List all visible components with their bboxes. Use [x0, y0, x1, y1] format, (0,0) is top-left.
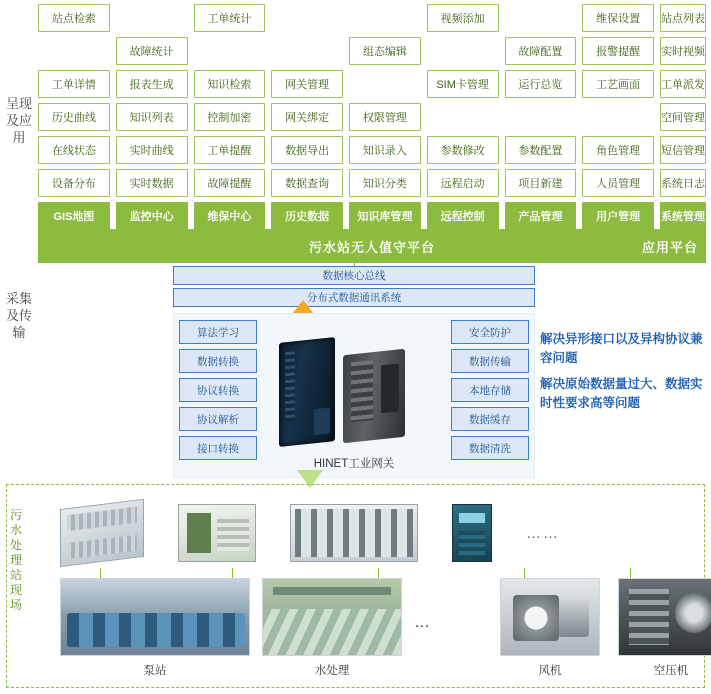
equipment-label: 水处理 [314, 665, 350, 677]
controllers-ellipsis: …… [526, 524, 560, 542]
equipment-item [60, 578, 250, 678]
gateway-caption: HINET工业网关 [313, 458, 395, 470]
grid-cell[interactable]: 历史曲线 [38, 103, 110, 131]
grid-cell-highlight[interactable]: 监控中心 [116, 202, 188, 230]
grid-cell-highlight[interactable]: 用户管理 [582, 202, 654, 230]
platform-tag: 应用平台 [641, 239, 698, 255]
grid-cell[interactable]: 运行总览 [505, 70, 577, 98]
grid-cell[interactable]: 实时数据 [116, 169, 188, 197]
function-box[interactable]: 本地存储 [451, 378, 529, 402]
grid-cell-highlight[interactable]: 产品管理 [505, 202, 577, 230]
annotation-data-volume: 解决原始数据量过大、数据实时性要求高等问题 [540, 377, 703, 410]
function-box[interactable]: 协议解析 [179, 407, 257, 431]
distributed-comm-bus-label: 分布式数据通讯系统 [306, 292, 402, 304]
grid-cell[interactable]: SIM卡管理 [427, 70, 499, 98]
field-plc-device [178, 504, 256, 562]
grid-cell-empty [271, 37, 343, 65]
platform-bar [38, 229, 706, 263]
grid-cell[interactable]: 短信管理 [660, 136, 706, 164]
grid-cell-highlight[interactable]: 系统管理 [660, 202, 706, 230]
gateway-left-functions [179, 320, 257, 465]
controller-device [343, 349, 405, 444]
distributed-comm-bus [173, 288, 535, 307]
grid-cell[interactable]: 工艺画面 [582, 70, 654, 98]
gateway-layer-panel [173, 313, 535, 478]
grid-cell[interactable]: 工单详情 [38, 70, 110, 98]
grid-cell-highlight[interactable]: 维保中心 [194, 202, 266, 230]
function-box[interactable]: 数据传输 [451, 349, 529, 373]
grid-cell[interactable]: 设备分布 [38, 169, 110, 197]
industrial-gateway-device [279, 337, 335, 447]
equipment-item [500, 578, 600, 678]
function-box[interactable]: 安全防护 [451, 320, 529, 344]
grid-cell-empty [349, 4, 421, 32]
grid-cell[interactable]: 项目新建 [505, 169, 577, 197]
grid-cell[interactable]: 系统日志 [660, 169, 706, 197]
grid-cell[interactable]: 站点检索 [38, 4, 110, 32]
grid-cell[interactable]: 故障配置 [505, 37, 577, 65]
equipment-label: 风机 [538, 665, 562, 677]
gateway-device-photo [269, 326, 444, 446]
water-treatment-photo [262, 578, 402, 656]
data-core-bus-label: 数据核心总线 [322, 270, 386, 282]
function-box[interactable]: 接口转换 [179, 436, 257, 460]
grid-cell-highlight[interactable]: 远程控制 [427, 202, 499, 230]
upload-arrow-icon [292, 300, 314, 314]
grid-cell[interactable]: 知识列表 [116, 103, 188, 131]
grid-cell[interactable]: 组态编辑 [349, 37, 421, 65]
grid-cell[interactable]: 网关管理 [271, 70, 343, 98]
function-box[interactable]: 协议转换 [179, 378, 257, 402]
grid-cell[interactable]: 权限管理 [349, 103, 421, 131]
annotation-interface-compatibility: 解决异形接口以及异构协议兼容问题 [540, 332, 703, 365]
field-controller-device [60, 499, 144, 567]
function-box[interactable]: 数据转换 [179, 349, 257, 373]
grid-cell[interactable]: 实时视频 [660, 37, 706, 65]
air-compressor-photo [618, 578, 711, 656]
grid-cell-empty [116, 4, 188, 32]
grid-cell[interactable]: 参数配置 [505, 136, 577, 164]
grid-cell[interactable]: 报表生成 [116, 70, 188, 98]
function-box[interactable]: 数据清洗 [451, 436, 529, 460]
grid-cell-empty [505, 4, 577, 32]
grid-cell[interactable]: 知识检索 [194, 70, 266, 98]
grid-cell[interactable]: 工单统计 [194, 4, 266, 32]
grid-cell-empty [349, 70, 421, 98]
grid-cell[interactable]: 知识录入 [349, 136, 421, 164]
grid-cell[interactable]: 工单提醒 [194, 136, 266, 164]
layer-label-collection: 采集及传输 [6, 291, 33, 340]
grid-cell[interactable]: 在线状态 [38, 136, 110, 164]
grid-cell[interactable]: 故障统计 [116, 37, 188, 65]
grid-cell[interactable]: 视频添加 [427, 4, 499, 32]
grid-cell-empty [194, 37, 266, 65]
grid-cell[interactable]: 知识分类 [349, 169, 421, 197]
grid-cell[interactable]: 角色管理 [582, 136, 654, 164]
equipment-ellipsis: … [414, 614, 430, 631]
function-box[interactable]: 数据缓存 [451, 407, 529, 431]
gateway-right-functions [451, 320, 529, 465]
field-io-rack-device [290, 504, 418, 562]
grid-cell[interactable]: 数据查询 [271, 169, 343, 197]
function-box[interactable]: 算法学习 [179, 320, 257, 344]
grid-cell-highlight[interactable]: 历史数据 [271, 202, 343, 230]
grid-cell-highlight[interactable]: GIS地图 [38, 202, 110, 230]
equipment-item [262, 578, 402, 678]
grid-cell[interactable]: 空间管理 [660, 103, 706, 131]
equipment-label: 泵站 [143, 665, 167, 677]
layer-label-presentation: 呈现及应用 [6, 96, 33, 145]
equipment-label: 空压机 [653, 665, 689, 677]
field-compact-controller-device [452, 504, 492, 562]
grid-cell[interactable]: 站点列表 [660, 4, 706, 32]
grid-cell[interactable]: 远程启动 [427, 169, 499, 197]
grid-cell-highlight[interactable]: 知识库管理 [349, 202, 421, 230]
grid-cell-empty [271, 4, 343, 32]
equipment-item [618, 578, 711, 678]
grid-cell[interactable]: 网关绑定 [271, 103, 343, 131]
grid-cell[interactable]: 故障提醒 [194, 169, 266, 197]
layer-label-station: 污水处理站现场 [10, 508, 23, 612]
grid-cell-empty [38, 37, 110, 65]
data-core-bus [173, 266, 535, 285]
grid-cell[interactable]: 人员管理 [582, 169, 654, 197]
platform-title: 污水站无人值守平台 [308, 239, 435, 255]
grid-cell[interactable]: 控制加密 [194, 103, 266, 131]
grid-cell[interactable]: 报警提醒 [582, 37, 654, 65]
grid-cell[interactable]: 维保设置 [582, 4, 654, 32]
grid-cell[interactable]: 参数修改 [427, 136, 499, 164]
grid-cell[interactable]: 工单派发 [660, 70, 706, 98]
grid-cell[interactable]: 数据导出 [271, 136, 343, 164]
grid-cell-empty [427, 37, 499, 65]
grid-cell[interactable]: 实时曲线 [116, 136, 188, 164]
pump-station-photo [60, 578, 250, 656]
field-controller-row [60, 498, 700, 568]
fan-photo [500, 578, 600, 656]
field-equipment-row [60, 578, 705, 688]
application-function-grid [38, 4, 706, 230]
